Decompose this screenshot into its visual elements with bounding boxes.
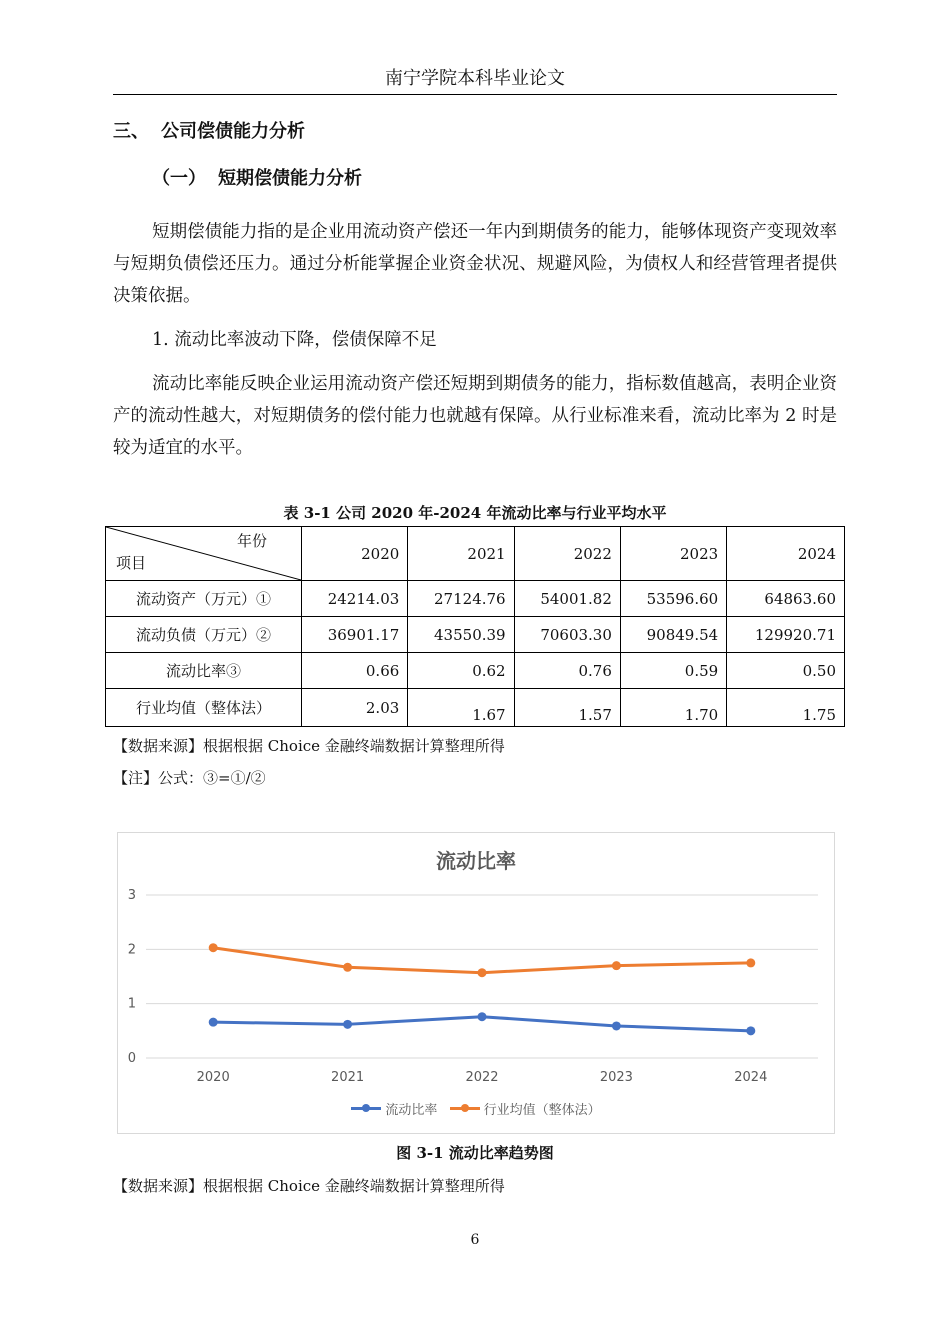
subsection-heading [152, 166, 362, 192]
table-cell: 36901.17 [302, 617, 408, 653]
table-cell: 0.76 [514, 653, 620, 689]
header-divider [113, 94, 837, 95]
legend-entry [450, 1099, 601, 1118]
page-header: 南宁学院本科毕业论文 [385, 68, 565, 89]
data-point [209, 943, 218, 952]
legend-label: 行业均值（整体法） [483, 1103, 601, 1118]
data-point [478, 968, 487, 977]
data-point [746, 1026, 755, 1035]
table-cell: 129920.71 [727, 617, 845, 653]
table-cell: 54001.82 [514, 581, 620, 617]
table-cell: 0.50 [727, 653, 845, 689]
row-label: 流动负债（万元）② [106, 617, 302, 653]
table-cell: 43550.39 [408, 617, 514, 653]
table-source-note: 【数据来源】根据根据 Choice 金融终端数据计算整理所得 [113, 737, 505, 755]
x-tick-label: 2022 [465, 1070, 499, 1085]
year-header: 2023 [620, 527, 726, 581]
y-tick-label: 3 [127, 888, 136, 903]
figure-caption: 图 3-1 流动比率趋势图 [396, 1144, 554, 1162]
x-tick-label: 2023 [599, 1070, 633, 1085]
current-ratio-table [105, 526, 845, 727]
x-tick-label: 2020 [196, 1070, 230, 1085]
table-cell: 1.57 [514, 689, 620, 727]
subsection-number: （一） [152, 168, 206, 189]
year-header: 2022 [514, 527, 620, 581]
row-label: 流动资产（万元）① [106, 581, 302, 617]
y-tick-label: 1 [127, 996, 136, 1012]
page-number: 6 [470, 1232, 480, 1248]
table-cell: 0.59 [620, 653, 726, 689]
x-tick-label: 2021 [331, 1070, 365, 1085]
x-tick-label: 2024 [734, 1070, 768, 1085]
data-point [746, 958, 755, 967]
chart-plot [118, 833, 834, 1133]
section-number: 三、 [113, 121, 149, 142]
row-label: 行业均值（整体法） [106, 689, 302, 727]
table-formula-note: 【注】公式：③=①/② [113, 769, 266, 787]
data-point [612, 961, 621, 970]
corner-item-label: 项目 [116, 554, 147, 572]
current-ratio-chart [117, 832, 835, 1134]
table-caption: 表 3-1 公司 2020 年-2024 年流动比率与行业平均水平 [283, 504, 667, 522]
data-point [343, 1020, 352, 1029]
table-cell: 2.03 [302, 689, 408, 727]
data-point [612, 1021, 621, 1030]
data-point [209, 1018, 218, 1027]
table-cell: 1.70 [620, 689, 726, 727]
table-row [106, 689, 845, 727]
paragraph-intro: 短期偿债能力指的是企业用流动资产偿还一年内到期债务的能力，能够体现资产变现效率与短期负债偿还压力。通过分析能掌握企业资金状况、规避风险，为债权人和经营管理者提供决策依据。 [113, 222, 837, 306]
figure-source-note: 【数据来源】根据根据 Choice 金融终端数据计算整理所得 [113, 1177, 505, 1195]
table-header-row [106, 527, 845, 581]
table-cell: 0.66 [302, 653, 408, 689]
paragraph-current-ratio: 流动比率能反映企业运用流动资产偿还短期到期债务的能力，指标数值越高，表明企业资产的流动性越大，对短期债务的偿付能力也就越有保障。从行业标准来看，流动比率为 2 时是较为适宜的水平。 [113, 374, 837, 458]
year-header: 2021 [408, 527, 514, 581]
table-row [106, 581, 845, 617]
table-cell: 90849.54 [620, 617, 726, 653]
chart-title: 流动比率 [436, 849, 516, 873]
table-row [106, 617, 845, 653]
legend-entry [351, 1099, 437, 1118]
table-cell: 0.62 [408, 653, 514, 689]
y-tick-label: 2 [127, 942, 136, 958]
table-cell: 64863.60 [727, 581, 845, 617]
data-point [478, 1012, 487, 1021]
table-cell: 1.75 [727, 689, 845, 727]
table-cell: 27124.76 [408, 581, 514, 617]
subsection-title: 短期偿债能力分析 [218, 168, 362, 189]
table-cell: 53596.60 [620, 581, 726, 617]
section-heading [113, 119, 305, 145]
year-header: 2020 [302, 527, 408, 581]
chart-legend [118, 1099, 834, 1118]
table-cell: 1.67 [408, 689, 514, 727]
table-row [106, 653, 845, 689]
corner-year-label: 年份 [236, 532, 267, 550]
section-title: 公司偿债能力分析 [161, 121, 305, 142]
row-label: 流动比率③ [106, 653, 302, 689]
point-heading: 1. 流动比率波动下降，偿债保障不足 [152, 330, 437, 350]
table-corner-cell [106, 527, 302, 581]
legend-swatch [351, 1107, 381, 1110]
y-tick-label: 0 [127, 1051, 136, 1066]
data-point [343, 963, 352, 972]
table-cell: 24214.03 [302, 581, 408, 617]
legend-label: 流动比率 [385, 1103, 438, 1118]
year-header: 2024 [727, 527, 845, 581]
legend-swatch [450, 1107, 480, 1110]
table-cell: 70603.30 [514, 617, 620, 653]
